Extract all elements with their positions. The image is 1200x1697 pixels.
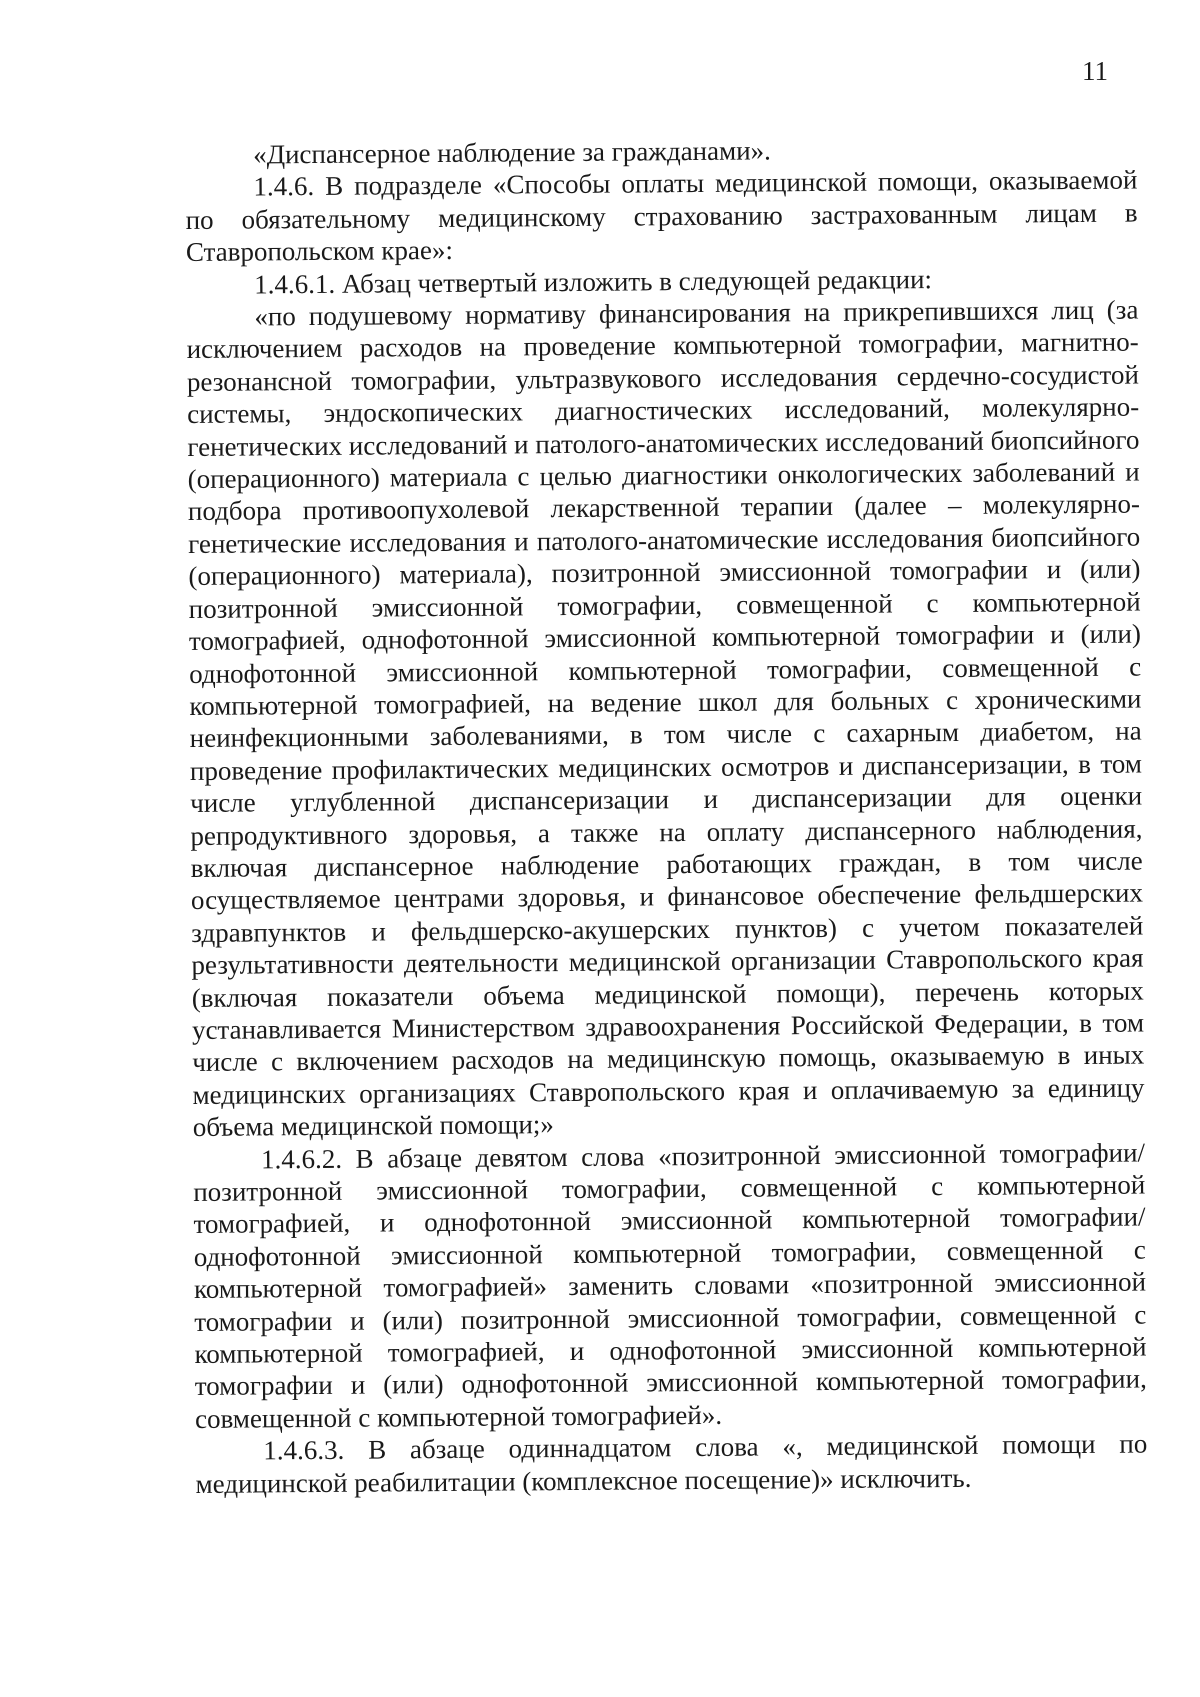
paragraph-1-4-6-3: 1.4.6.3. В абзаце одиннадцатом слова «, медицинской помощи по медицинской реабилитации (комплексное посещение)» исключить. <box>195 1428 1148 1499</box>
paragraph-1-4-6: 1.4.6. В подразделе «Способы оплаты медицинской помощи, оказываемой по обязательному медицинскому страхованию застрахованным лицам в Ставропольском крае»: <box>185 164 1138 268</box>
document-body <box>185 132 1148 1500</box>
paragraph-1-4-6-2: 1.4.6.2. В абзаце девятом слова «позитронной эмиссионной томографии/позитронной эмиссионной томографии, совмещенной с компьютерной томографией, и однофотонной эмиссионной компьютерной томографии/однофотонной эмиссионной компьютерной томографии, совмещенной с компьютерной томографией» заменить словами «позитронной эмиссионной томографии и (или) позитронной эмиссионной томографии, совмещенной с компьютерной томографией, и однофотонной эмиссионной компьютерной томографии и (или) однофотонной эмиссионной компьютерной томографии, совмещенной с компьютерной томографией». <box>193 1137 1147 1434</box>
page-number: 11 <box>1082 56 1108 86</box>
paragraph-1-4-6-1: 1.4.6.1. Абзац четвертый изложить в следующей редакции: <box>254 263 933 300</box>
paragraph-section-title: «Диспансерное наблюдение за гражданами». <box>253 135 771 170</box>
paragraph-new-wording: «по подушевому нормативу финансирования на прикрепившихся лиц (за исключением расходов на проведение компьютерной томографии, магнитно-резонансной томографии, ультразвукового исследования сердечно-сосудистой системы, эндоскопических диагностических исследований, молекулярно-генетических исследований и патолого-анатомических исследований биопсийного (операционного) материала с целью диагностики онкологических заболеваний и подбора противоопухолевой лекарственной терапии (далее – молекулярно-генетические исследования и патолого-анатомические исследования биопсийного (операционного) материала), позитронной эмиссионной томографии и (или) позитронной эмиссионной томографии, совмещенной с компьютерной томографией, однофотонной эмиссионной компьютерной томографии и (или) однофотонной эмиссионной компьютерной томографии, совмещенной с компьютерной томографией, на ведение школ для больных с хроническими неинфекционными заболеваниями, в том числе с сахарным диабетом, на проведение профилактических медицинских осмотров и диспансеризации, в том числе углубленной диспансеризации и диспансеризации для оценки репродуктивного здоровья, а также на оплату диспансерного наблюдения, включая диспансерное наблюдение работающих граждан, в том числе осуществляемое центрами здоровья, и финансовое обеспечение фельдшерских здравпунктов и фельдшерско-акушерских пунктов) с учетом показателей результативности деятельности медицинской организации Ставропольского края (включая показатели объема медицинской помощи), перечень которых устанавливается Министерством здравоохранения Российской Федерации, в том числе с включением расходов на медицинскую помощь, оказываемую в иных медицинских организациях Ставропольского края и оплачиваемую за единицу объема медицинской помощи;» <box>186 294 1145 1143</box>
